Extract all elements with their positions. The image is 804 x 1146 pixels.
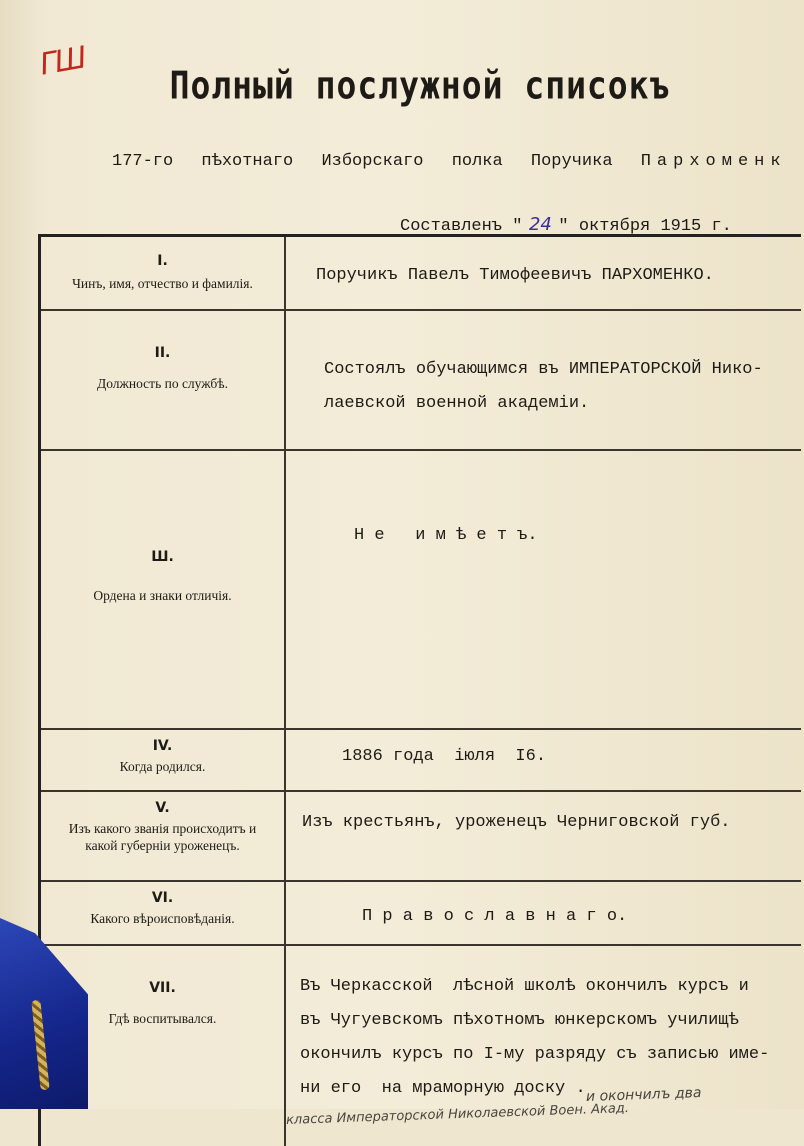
table-row [41, 311, 801, 451]
regiment-name: Изборскаго [321, 152, 424, 171]
row-number: V. [155, 800, 170, 816]
subtitle-line [112, 152, 804, 171]
table-row [41, 792, 801, 882]
row-label: Ордена и знаки отличія. [93, 588, 232, 603]
row-value-cell [286, 882, 801, 944]
row-number: IV. [152, 738, 173, 754]
row-label: Должность по службѣ. [97, 376, 228, 391]
row-value-cell [286, 730, 801, 790]
row-value-line: 1886 года іюля I6. [342, 747, 547, 766]
row-value-line: Поручикъ Павелъ Тимофеевичъ ПАРХОМЕНКО. [316, 266, 714, 285]
row-value-line: лаевской военной академіи. [324, 394, 590, 413]
regiment-type: пѣхотнаго [201, 152, 294, 171]
compiled-suffix: " октября 1915 г. [558, 217, 732, 236]
row-label: Чинъ, имя, отчество и фамилія. [72, 276, 253, 291]
row-number: Ш. [151, 549, 174, 565]
row-value-line: Состоялъ обучающимся въ ИМПЕРАТОРСКОЙ Нико- [324, 360, 763, 379]
regiment-number: 177-го [112, 152, 174, 171]
compiled-day-handwritten: 24 [528, 214, 552, 235]
row-value-line: въ Чугуевскомъ пѣхотномъ юнкерскомъ училищѣ [300, 1011, 739, 1030]
table-row [41, 451, 801, 730]
surname-spaced: Пархоменк [640, 152, 787, 171]
row-value-line: Въ Черкасской лѣсной школѣ окончилъ курсъ и [300, 977, 749, 996]
service-record-table [38, 234, 801, 1146]
row-label-cell [41, 730, 286, 790]
compiled-prefix: Составленъ " [400, 217, 523, 236]
table-row [41, 946, 801, 1146]
document-title: Полный послужной списокъ [169, 63, 671, 108]
rank-word: Поручика [530, 152, 613, 171]
row-number: VII. [149, 980, 176, 996]
compiled-date-line [400, 214, 732, 236]
row-value-line: Изъ крестьянъ, уроженецъ Черниговской губ. [302, 813, 731, 832]
row-number: VI. [151, 890, 174, 906]
row-value-cell [286, 311, 801, 449]
row-label-cell [41, 237, 286, 309]
row-label-cell [41, 882, 286, 944]
row-label: Гдѣ воспитывался. [108, 1011, 217, 1026]
row-value-cell [286, 792, 801, 880]
row-value-line: Н е и м ѣ е т ъ. [354, 526, 538, 545]
row-value-cell [286, 237, 801, 309]
row-label: Когда родился. [119, 759, 206, 774]
row-label: Изъ какого званія происходитъ и какой губерніи уроженецъ. [68, 821, 257, 853]
red-archive-mark: ГШ [37, 40, 88, 83]
row-value-line: П р а в о с л а в н а г о. [362, 907, 628, 926]
row-value-cell [286, 451, 801, 728]
handwritten-note-line1: и окончилъ два [585, 1084, 702, 1106]
row-number: II. [154, 345, 171, 361]
row-value-line: окончилъ курсъ по I-му разряду съ записью име- [300, 1045, 770, 1064]
row-label-cell [41, 451, 286, 728]
handwritten-note-line2: класса Императорской Николаевской Воен. Акад. [285, 1101, 630, 1128]
row-number: I. [157, 253, 168, 269]
table-row [41, 882, 801, 946]
regiment-word: полка [451, 152, 503, 171]
row-label-cell [41, 311, 286, 449]
row-value-cell [286, 946, 801, 1146]
row-label: Какого вѣроисповѣданія. [90, 911, 235, 926]
table-row [41, 730, 801, 792]
row-label-cell [41, 792, 286, 880]
table-row [41, 237, 801, 311]
row-value-line: ни его на мраморную доску . [300, 1079, 586, 1098]
